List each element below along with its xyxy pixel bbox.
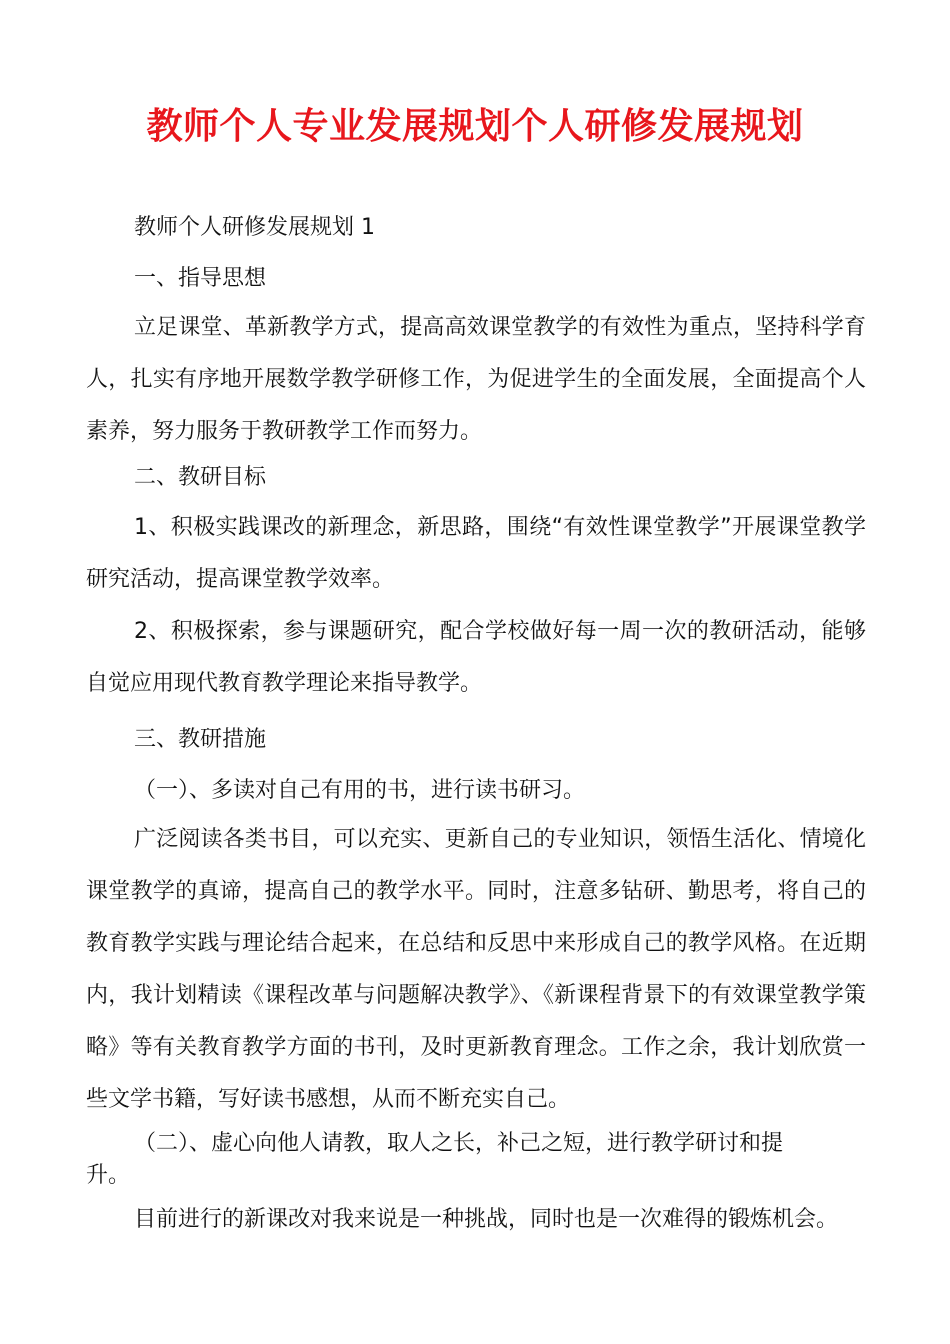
subheading-consult-line2: 升。 [86,1163,131,1188]
subheading-reading: （一）、多读对自己有用的书，进行读书研习。 [134,778,586,803]
paragraph-guiding-thought: 立足课堂、革新教学方式，提高高效课堂教学的有效性为重点，坚持科学育人，扎实有序地开展数学教学研修工作，为促进学生的全面发展，全面提高个人素养，努力服务于教研教学工作而努力。 [86,315,866,444]
heading-guiding-thought: 一、指导思想 [134,266,267,291]
section-title: 教师个人研修发展规划 1 [134,215,375,240]
paragraph-new-curriculum: 目前进行的新课改对我来说是一种挑战，同时也是一次难得的锻炼机会。 [134,1207,839,1232]
subheading-consult-line1: （二）、虚心向他人请教，取人之长，补己之短，进行教学研讨和提 [134,1131,784,1156]
document-title: 教师个人专业发展规划个人研修发展规划 [146,106,804,147]
heading-research-measures: 三、教研措施 [134,727,267,752]
heading-research-goals: 二、教研目标 [134,465,267,490]
paragraph-reading: 广泛阅读各类书目，可以充实、更新自己的专业知识，领悟生活化、情境化课堂教学的真谛，提高自己的教学水平。同时，注意多钻研、勤思考，将自己的教育教学实践与理论结合起来，在总结和反思中来形成自己的教学风格。在近期内，我计划精读《课程改革与问题解决教学》、《新课程背景下的有效课堂教学策略》等有关教育教学方面的书刊，及时更新教育理念。工作之余，我计划欣赏一些文学书籍，写好读书感想，从而不断充实自己。 [86,827,866,1112]
paragraph-goal-1: 1、积极实践课改的新理念，新思路，围绕“有效性课堂教学”开展课堂教学研究活动，提高课堂教学效率。 [86,515,866,592]
paragraph-goal-2: 2、积极探索，参与课题研究，配合学校做好每一周一次的教研活动，能够自觉应用现代教育教学理论来指导教学。 [86,619,866,696]
